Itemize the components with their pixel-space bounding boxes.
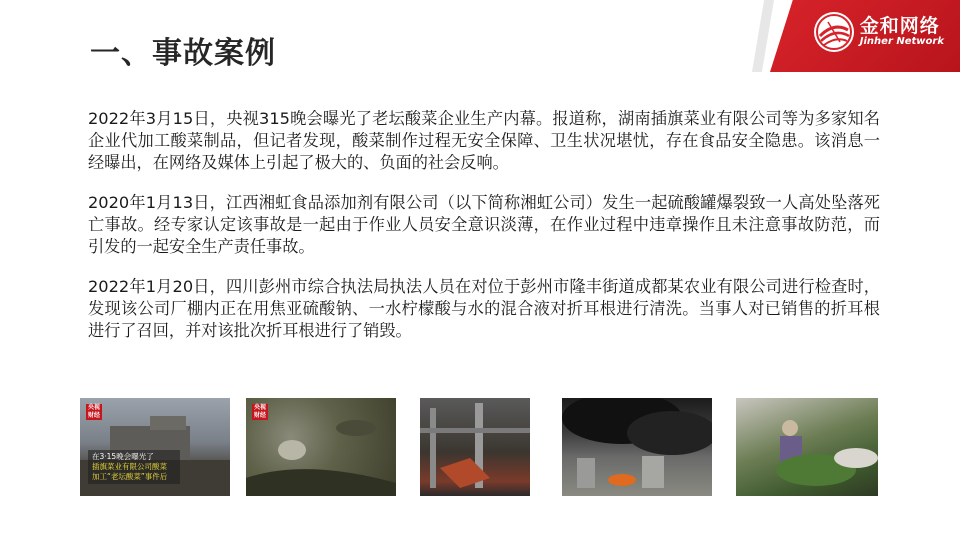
page-title: 一、事故案例 xyxy=(90,36,276,71)
header-stripe xyxy=(752,0,774,72)
photo-caption xyxy=(88,450,180,484)
news-badge: 央视财经 xyxy=(253,404,266,419)
caption-line-3: 加工“老坛酸菜”事件后 xyxy=(92,472,168,481)
photo-strip xyxy=(80,398,880,496)
photo-vegetable-washing xyxy=(736,398,878,496)
logo-cn: 金和网络 xyxy=(859,14,940,37)
caption-line-1: 在3·15晚会曝光了 xyxy=(92,452,154,461)
photo-tank-explosion xyxy=(420,398,530,496)
logo-en: Jinher Network xyxy=(859,35,944,47)
case-content xyxy=(88,108,880,360)
photo-fire-smoke xyxy=(562,398,712,496)
case-paragraph-1: 2022年3月15日，央视315晚会曝光了老坛酸菜企业生产内幕。报道称，湖南插旗菜业有限公司等为多家知名企业代加工酸菜制品，但记者发现，酸菜制作过程无安全保障、卫生状况堪忧，存在食品安全隐患。该消息一经曝出，在网络及媒体上引起了极大的、负面的社会反响。 xyxy=(88,109,880,172)
logo-globe-icon xyxy=(814,12,854,52)
caption-line-2: 插旗菜业有限公司酸菜 xyxy=(92,462,167,471)
case-paragraph-2: 2020年1月13日，江西湘虹食品添加剂有限公司（以下简称湘虹公司）发生一起硫酸罐爆裂致一人高处坠落死亡事故。经专家认定该事故是一起由于作业人员安全意识淡薄，在作业过程中违章操作且未注意事故防范，而引发的一起安全生产责任事故。 xyxy=(88,193,880,256)
photo-factory xyxy=(80,398,230,496)
news-badge: 央视财经 xyxy=(87,404,100,419)
brand-logo xyxy=(814,12,944,52)
photo-pickle-pit xyxy=(246,398,396,496)
case-paragraph-3: 2022年1月20日，四川彭州市综合执法局执法人员在对位于彭州市隆丰街道成都某农业有限公司进行检查时，发现该公司厂棚内正在用焦亚硫酸钠、一水柠檬酸与水的混合液对折耳根进行清洗。当事人对已销售的折耳根进行了召回，并对该批次折耳根进行了销毁。 xyxy=(88,277,880,340)
